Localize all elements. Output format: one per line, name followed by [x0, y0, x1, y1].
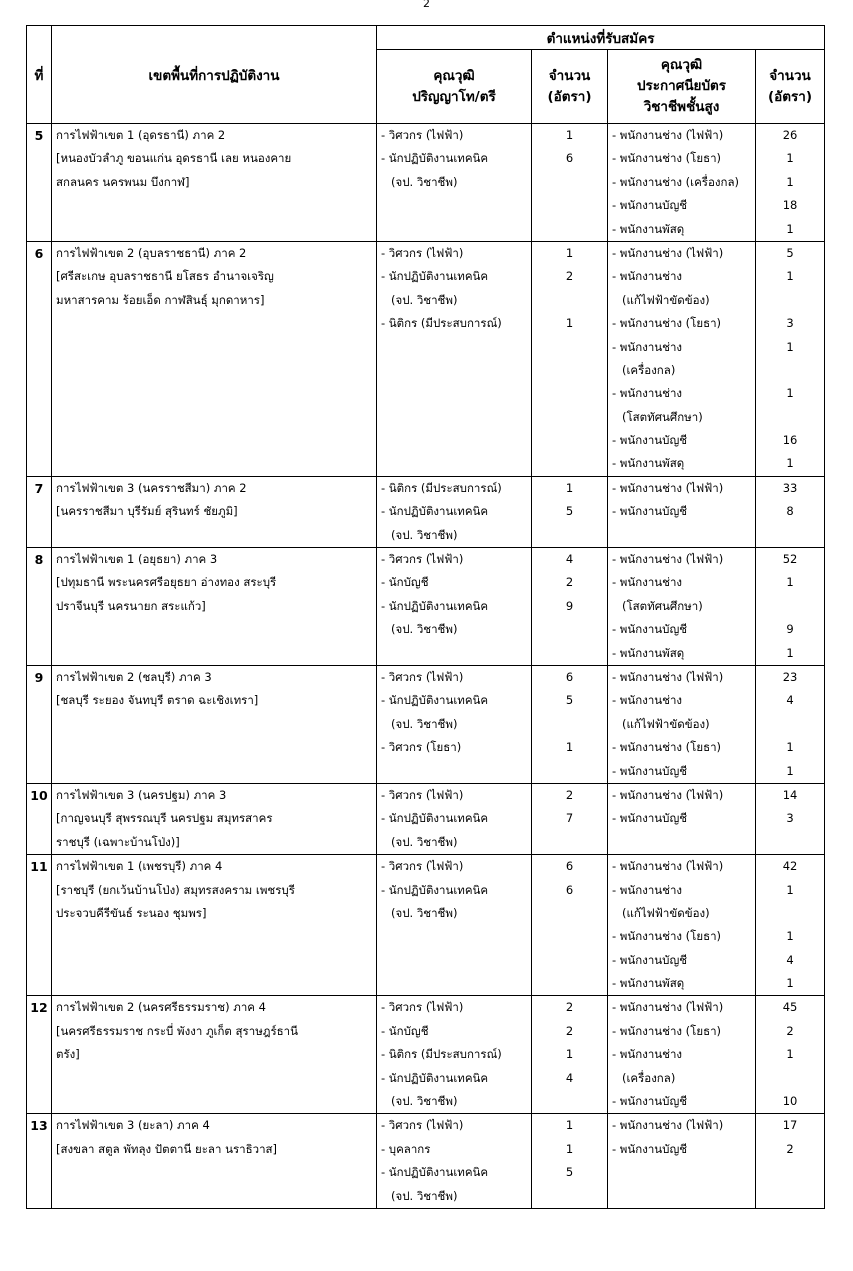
- cert-counts-cell-line: 1: [786, 269, 794, 284]
- degree-counts-cell-line: 7: [565, 811, 574, 826]
- degree-counts-cell-line: 5: [565, 693, 574, 708]
- degree-counts-cell-line: 1: [565, 1047, 574, 1062]
- degree-counts-cell-line: 9: [565, 598, 574, 613]
- row-number: 8: [27, 548, 52, 666]
- cert-positions-cell-line: - พนักงานช่าง: [612, 693, 683, 708]
- recruitment-table: [26, 25, 825, 1209]
- cert-positions-cell-line: - พนักงานช่าง (โยธา): [612, 151, 722, 166]
- cert-counts-cell: [756, 124, 825, 242]
- cert-counts-cell-line: 1: [786, 221, 794, 236]
- header-count-degree: จำนวน (อัตรา): [532, 50, 608, 124]
- cert-counts-cell-line: 26: [782, 128, 798, 142]
- cert-counts-cell-line: 17: [782, 1118, 798, 1133]
- table-row: [27, 855, 825, 996]
- cert-counts-cell-line: 18: [782, 198, 798, 213]
- cert-positions-cell-line: - พนักงานช่าง (โยธา): [612, 929, 722, 944]
- cert-counts-cell: [756, 476, 825, 547]
- cert-positions-cell-line: - พนักงานช่าง: [612, 269, 683, 284]
- degree-counts-cell: [532, 548, 608, 666]
- cert-positions-cell-line: - พนักงานช่าง (ไฟฟ้า): [612, 245, 724, 260]
- table-body: [27, 124, 825, 1209]
- cert-counts-cell-line: 5: [786, 245, 794, 260]
- area-cell-line: การไฟฟ้าเขต 3 (ยะลา) ภาค 4: [56, 1118, 210, 1133]
- degree-counts-cell: [532, 996, 608, 1114]
- degree-positions-cell: [377, 665, 532, 783]
- cert-counts-cell-line: 2: [786, 1141, 794, 1156]
- area-cell: [52, 241, 377, 476]
- area-cell-line: ประจวบคีรีขันธ์ ระนอง ชุมพร]: [56, 905, 207, 920]
- degree-counts-cell: [532, 783, 608, 854]
- cert-counts-cell-line: 1: [786, 882, 794, 897]
- cert-counts-cell-line: 45: [782, 1000, 798, 1015]
- degree-counts-cell-line: [536, 289, 603, 312]
- degree-positions-cell: [377, 855, 532, 996]
- cert-counts-cell: [756, 855, 825, 996]
- degree-positions-cell-line: (จป. วิชาชีพ): [391, 622, 458, 637]
- cert-counts-cell-line: 1: [786, 151, 794, 166]
- area-cell-line: การไฟฟ้าเขต 2 (อุบลราชธานี) ภาค 2: [56, 245, 247, 260]
- row-number: 12: [27, 996, 52, 1114]
- cert-counts-cell-line: [760, 359, 820, 382]
- cert-counts-cell-line: 33: [782, 480, 798, 495]
- cert-counts-cell-line: 1: [786, 456, 794, 471]
- table-row: [27, 1114, 825, 1209]
- cert-counts-cell: [756, 665, 825, 783]
- cert-counts-cell: [756, 783, 825, 854]
- cert-counts-cell: [756, 241, 825, 476]
- degree-positions-cell-line: (จป. วิชาชีพ): [391, 292, 458, 307]
- degree-counts-cell-line: 1: [565, 316, 574, 331]
- cert-counts-cell-line: 10: [782, 1094, 798, 1109]
- degree-counts-cell-line: [536, 713, 603, 736]
- cert-positions-cell-line: - พนักงานช่าง (ไฟฟ้า): [612, 859, 724, 874]
- degree-counts-cell-line: 2: [565, 575, 574, 590]
- degree-counts-cell-line: 6: [565, 882, 574, 897]
- degree-counts-cell-line: [536, 902, 603, 925]
- cert-positions-cell-line: - พนักงานช่าง (ไฟฟ้า): [612, 669, 724, 684]
- cert-counts-cell-line: 1: [786, 339, 794, 354]
- degree-positions-cell-line: (จป. วิชาชีพ): [391, 1188, 458, 1203]
- degree-counts-cell-line: 2: [565, 787, 574, 802]
- degree-counts-cell-line: [536, 1090, 603, 1113]
- header-positions: ตำแหน่งที่รับสมัคร: [377, 26, 825, 50]
- area-cell: [52, 996, 377, 1114]
- degree-positions-cell-line: - นักปฏิบัติงานเทคนิค: [381, 151, 489, 166]
- table-row: [27, 241, 825, 476]
- degree-positions-cell: [377, 241, 532, 476]
- area-cell: [52, 548, 377, 666]
- degree-positions-cell-line: - นักปฏิบัติงานเทคนิค: [381, 504, 489, 519]
- area-cell: [52, 855, 377, 996]
- degree-positions-cell-line: (จป. วิชาชีพ): [391, 716, 458, 731]
- cert-positions-cell-line: - พนักงานบัญชี: [612, 811, 688, 826]
- cert-counts-cell-line: 4: [786, 952, 794, 967]
- degree-counts-cell-line: [536, 524, 603, 547]
- area-cell-line: สกลนคร นครพนม บึงกาฬ]: [56, 174, 190, 189]
- cert-positions-cell-line: (เครื่องกล): [622, 362, 676, 377]
- cert-positions-cell-line: (แก้ไฟฟ้าขัดข้อง): [622, 716, 710, 731]
- degree-positions-cell-line: - บุคลากร: [381, 1141, 431, 1156]
- cert-counts-cell-line: 1: [786, 976, 794, 991]
- cert-positions-cell-line: - พนักงานช่าง: [612, 575, 683, 590]
- cert-counts-cell-line: 14: [782, 787, 798, 802]
- area-cell-line: การไฟฟ้าเขต 1 (เพชรบุรี) ภาค 4: [56, 859, 223, 874]
- cert-positions-cell: [608, 1114, 756, 1209]
- degree-positions-cell-line: (จป. วิชาชีพ): [391, 1094, 458, 1109]
- area-cell-line: การไฟฟ้าเขต 3 (นครราชสีมา) ภาค 2: [56, 480, 247, 495]
- degree-positions-cell-line: - นักปฏิบัติงานเทคนิค: [381, 269, 489, 284]
- cert-counts-cell-line: 16: [782, 433, 798, 448]
- degree-counts-cell-line: [536, 1185, 603, 1208]
- cert-counts-cell: [756, 1114, 825, 1209]
- cert-positions-cell-line: - พนักงานช่าง (โยธา): [612, 1023, 722, 1038]
- cert-positions-cell-line: - พนักงานพัสดุ: [612, 976, 685, 991]
- row-number: 7: [27, 476, 52, 547]
- degree-positions-cell-line: - นักปฏิบัติงานเทคนิค: [381, 811, 489, 826]
- cert-positions-cell: [608, 241, 756, 476]
- cert-positions-cell: [608, 996, 756, 1114]
- page-number: 2: [423, 0, 430, 10]
- area-cell-line: [สงขลา สตูล พัทลุง ปัตตานี ยะลา นราธิวาส]: [56, 1141, 278, 1156]
- table-row: [27, 665, 825, 783]
- row-number: 11: [27, 855, 52, 996]
- cert-counts-cell-line: 52: [782, 552, 798, 567]
- degree-counts-cell: [532, 855, 608, 996]
- degree-counts-cell-line: 1: [565, 740, 574, 755]
- degree-positions-cell-line: - วิศวกร (ไฟฟ้า): [381, 1000, 464, 1015]
- area-cell-line: การไฟฟ้าเขต 3 (นครปฐม) ภาค 3: [56, 787, 227, 802]
- degree-positions-cell-line: - วิศวกร (โยธา): [381, 740, 462, 755]
- area-cell-line: การไฟฟ้าเขต 1 (อยุธยา) ภาค 3: [56, 552, 218, 567]
- degree-positions-cell-line: - นักบัญชี: [381, 1023, 429, 1038]
- degree-positions-cell-line: - วิศวกร (ไฟฟ้า): [381, 787, 464, 802]
- cert-positions-cell-line: - พนักงานพัสดุ: [612, 221, 685, 236]
- degree-positions-cell-line: - วิศวกร (ไฟฟ้า): [381, 1118, 464, 1133]
- cert-positions-cell-line: - พนักงานบัญชี: [612, 198, 688, 213]
- row-number: 5: [27, 124, 52, 242]
- cert-counts-cell-line: [760, 289, 820, 312]
- degree-positions-cell-line: (จป. วิชาชีพ): [391, 905, 458, 920]
- cert-positions-cell-line: - พนักงานพัสดุ: [612, 456, 685, 471]
- degree-counts-cell-line: 6: [565, 669, 574, 684]
- cert-counts-cell-line: [760, 713, 820, 736]
- area-cell-line: ราชบุรี (เฉพาะบ้านโป่ง)]: [56, 834, 180, 849]
- degree-positions-cell-line: - วิศวกร (ไฟฟ้า): [381, 245, 464, 260]
- cert-counts-cell-line: 3: [786, 811, 794, 826]
- degree-counts-cell-line: 4: [565, 552, 574, 567]
- cert-positions-cell-line: - พนักงานช่าง: [612, 882, 683, 897]
- table-row: [27, 783, 825, 854]
- cert-positions-cell-line: - พนักงานบัญชี: [612, 952, 688, 967]
- cert-positions-cell: [608, 476, 756, 547]
- cert-counts-cell-line: 2: [786, 1023, 794, 1038]
- cert-positions-cell: [608, 548, 756, 666]
- cert-positions-cell-line: - พนักงานช่าง: [612, 1047, 683, 1062]
- area-cell: [52, 783, 377, 854]
- cert-positions-cell-line: (โสตทัศนศึกษา): [622, 409, 703, 424]
- area-cell-line: [กาญจนบุรี สุพรรณบุรี นครปฐม สมุทรสาคร: [56, 811, 273, 826]
- degree-counts-cell-line: 2: [565, 1000, 574, 1015]
- cert-counts-cell-line: 4: [786, 693, 794, 708]
- degree-counts-cell-line: 2: [565, 1023, 574, 1038]
- cert-counts-cell: [756, 548, 825, 666]
- area-cell-line: มหาสารคาม ร้อยเอ็ด กาฬสินธุ์ มุกดาหาร]: [56, 292, 265, 307]
- cert-positions-cell-line: - พนักงานบัญชี: [612, 763, 688, 778]
- degree-positions-cell-line: - นิติกร (มีประสบการณ์): [381, 480, 502, 495]
- degree-positions-cell-line: - วิศวกร (ไฟฟ้า): [381, 669, 464, 684]
- degree-counts-cell: [532, 124, 608, 242]
- area-cell: [52, 1114, 377, 1209]
- cert-counts-cell-line: 1: [786, 763, 794, 778]
- table-row: [27, 476, 825, 547]
- cert-positions-cell-line: - พนักงานช่าง: [612, 339, 683, 354]
- degree-positions-cell-line: - นักบัญชี: [381, 575, 429, 590]
- degree-positions-cell-line: - นักปฏิบัติงานเทคนิค: [381, 598, 489, 613]
- cert-counts-cell-line: 8: [786, 504, 794, 519]
- header-area: เขตพื้นที่การปฏิบัติงาน: [52, 26, 377, 124]
- cert-positions-cell-line: - พนักงานช่าง (ไฟฟ้า): [612, 552, 724, 567]
- cert-positions-cell-line: - พนักงานช่าง (เครื่องกล): [612, 174, 739, 189]
- degree-positions-cell-line: - วิศวกร (ไฟฟ้า): [381, 859, 464, 874]
- cert-counts-cell-line: 23: [782, 669, 798, 684]
- cert-positions-cell-line: (เครื่องกล): [622, 1070, 676, 1085]
- cert-positions-cell-line: - พนักงานช่าง (โยธา): [612, 740, 722, 755]
- degree-counts-cell-line: 1: [565, 1141, 574, 1156]
- area-cell-line: ปราจีนบุรี นครนายก สระแก้ว]: [56, 598, 206, 613]
- cert-positions-cell-line: - พนักงานช่าง (ไฟฟ้า): [612, 128, 724, 142]
- degree-positions-cell-line: - นักปฏิบัติงานเทคนิค: [381, 1070, 489, 1085]
- degree-positions-cell-line: - นิติกร (มีประสบการณ์): [381, 316, 502, 331]
- cert-counts-cell-line: [760, 406, 820, 429]
- degree-positions-cell-line: - นักปฏิบัติงานเทคนิค: [381, 882, 489, 897]
- degree-counts-cell: [532, 665, 608, 783]
- cert-positions-cell: [608, 783, 756, 854]
- area-cell-line: [หนองบัวลำภู ขอนแก่น อุดรธานี เลย หนองคาย: [56, 151, 292, 166]
- degree-positions-cell-line: (จป. วิชาชีพ): [391, 834, 458, 849]
- degree-counts-cell-line: 1: [565, 1118, 574, 1133]
- table-row: [27, 124, 825, 242]
- degree-positions-cell: [377, 996, 532, 1114]
- cert-positions-cell-line: - พนักงานช่าง (ไฟฟ้า): [612, 480, 724, 495]
- degree-counts-cell-line: 6: [565, 859, 574, 874]
- degree-positions-cell-line: - วิศวกร (ไฟฟ้า): [381, 128, 464, 142]
- degree-counts-cell: [532, 476, 608, 547]
- degree-counts-cell-line: 1: [565, 245, 574, 260]
- row-number: 6: [27, 241, 52, 476]
- cert-counts-cell-line: 1: [786, 1047, 794, 1062]
- cert-positions-cell: [608, 855, 756, 996]
- degree-positions-cell-line: - นักปฏิบัติงานเทคนิค: [381, 1165, 489, 1180]
- cert-counts-cell-line: 1: [786, 386, 794, 401]
- degree-counts-cell-line: 5: [565, 1165, 574, 1180]
- table-row: [27, 548, 825, 666]
- area-cell: [52, 124, 377, 242]
- degree-counts-cell-line: [536, 831, 603, 854]
- cert-positions-cell-line: - พนักงานบัญชี: [612, 1094, 688, 1109]
- cert-counts-cell-line: [760, 902, 820, 925]
- area-cell-line: [ราชบุรี (ยกเว้นบ้านโป่ง) สมุทรสงคราม เพชรบุรี: [56, 882, 295, 897]
- degree-counts-cell: [532, 241, 608, 476]
- area-cell: [52, 476, 377, 547]
- degree-positions-cell-line: - นิติกร (มีประสบการณ์): [381, 1047, 502, 1062]
- cert-counts-cell-line: [760, 595, 820, 618]
- area-cell: [52, 665, 377, 783]
- area-cell-line: [ปทุมธานี พระนครศรีอยุธยา อ่างทอง สระบุรี: [56, 575, 277, 590]
- degree-counts-cell-line: 6: [565, 151, 574, 166]
- cert-positions-cell-line: - พนักงานช่าง (ไฟฟ้า): [612, 1000, 724, 1015]
- row-number: 10: [27, 783, 52, 854]
- cert-positions-cell-line: - พนักงานช่าง: [612, 386, 683, 401]
- cert-counts-cell-line: 9: [786, 622, 794, 637]
- cert-counts-cell-line: 42: [782, 859, 798, 874]
- cert-positions-cell-line: (โสตทัศนศึกษา): [622, 598, 703, 613]
- row-number: 9: [27, 665, 52, 783]
- cert-positions-cell-line: - พนักงานบัญชี: [612, 433, 688, 448]
- cert-counts-cell-line: 3: [786, 316, 794, 331]
- degree-positions-cell-line: - วิศวกร (ไฟฟ้า): [381, 552, 464, 567]
- cert-positions-cell-line: - พนักงานบัญชี: [612, 622, 688, 637]
- cert-positions-cell-line: - พนักงานบัญชี: [612, 504, 688, 519]
- cert-counts-cell-line: 1: [786, 575, 794, 590]
- degree-counts-cell: [532, 1114, 608, 1209]
- cert-positions-cell-line: (แก้ไฟฟ้าขัดข้อง): [622, 292, 710, 307]
- area-cell-line: ตรัง]: [56, 1047, 80, 1062]
- area-cell-line: [นครศรีธรรมราช กระบี่ พังงา ภูเก็ต สุราษฎร์ธานี: [56, 1023, 299, 1038]
- table-header: [27, 26, 825, 124]
- cert-positions-cell-line: - พนักงานพัสดุ: [612, 645, 685, 660]
- cert-positions-cell-line: (แก้ไฟฟ้าขัดข้อง): [622, 905, 710, 920]
- area-cell-line: [นครราชสีมา บุรีรัมย์ สุรินทร์ ชัยภูมิ]: [56, 504, 238, 519]
- cert-positions-cell-line: - พนักงานช่าง (โยธา): [612, 316, 722, 331]
- cert-counts-cell-line: 1: [786, 740, 794, 755]
- degree-counts-cell-line: 1: [565, 128, 574, 142]
- area-cell-line: การไฟฟ้าเขต 2 (ชลบุรี) ภาค 3: [56, 669, 212, 684]
- cert-positions-cell-line: - พนักงานบัญชี: [612, 1141, 688, 1156]
- cert-counts-cell-line: 1: [786, 645, 794, 660]
- table-row: [27, 996, 825, 1114]
- area-cell-line: การไฟฟ้าเขต 2 (นครศรีธรรมราช) ภาค 4: [56, 1000, 266, 1015]
- degree-counts-cell-line: 4: [565, 1070, 574, 1085]
- header-qual-degree: คุณวุฒิ ปริญญาโท/ตรี: [377, 50, 532, 124]
- cert-counts-cell-line: 1: [786, 174, 794, 189]
- cert-positions-cell: [608, 124, 756, 242]
- degree-counts-cell-line: 1: [565, 480, 574, 495]
- header-qual-cert: คุณวุฒิ ประกาศนียบัตร วิชาชีพชั้นสูง: [608, 50, 756, 124]
- degree-positions-cell: [377, 124, 532, 242]
- row-number: 13: [27, 1114, 52, 1209]
- degree-counts-cell-line: [536, 171, 603, 194]
- degree-counts-cell-line: 5: [565, 504, 574, 519]
- degree-positions-cell-line: - นักปฏิบัติงานเทคนิค: [381, 693, 489, 708]
- cert-counts-cell: [756, 996, 825, 1114]
- header-no: ที่: [27, 26, 52, 124]
- cert-counts-cell-line: [760, 1067, 820, 1090]
- area-cell-line: การไฟฟ้าเขต 1 (อุดรธานี) ภาค 2: [56, 128, 226, 142]
- degree-positions-cell: [377, 476, 532, 547]
- degree-positions-cell: [377, 1114, 532, 1209]
- degree-positions-cell: [377, 548, 532, 666]
- cert-positions-cell-line: - พนักงานช่าง (ไฟฟ้า): [612, 1118, 724, 1133]
- degree-positions-cell: [377, 783, 532, 854]
- cert-positions-cell-line: - พนักงานช่าง (ไฟฟ้า): [612, 787, 724, 802]
- degree-positions-cell-line: (จป. วิชาชีพ): [391, 527, 458, 542]
- area-cell-line: [ชลบุรี ระยอง จันทบุรี ตราด ฉะเชิงเทรา]: [56, 693, 259, 708]
- cert-counts-cell-line: 1: [786, 929, 794, 944]
- degree-positions-cell-line: (จป. วิชาชีพ): [391, 174, 458, 189]
- degree-counts-cell-line: [536, 618, 603, 641]
- cert-positions-cell: [608, 665, 756, 783]
- degree-counts-cell-line: 2: [565, 269, 574, 284]
- area-cell-line: [ศรีสะเกษ อุบลราชธานี ยโสธร อำนาจเจริญ: [56, 269, 274, 284]
- header-count-cert: จำนวน (อัตรา): [756, 50, 825, 124]
